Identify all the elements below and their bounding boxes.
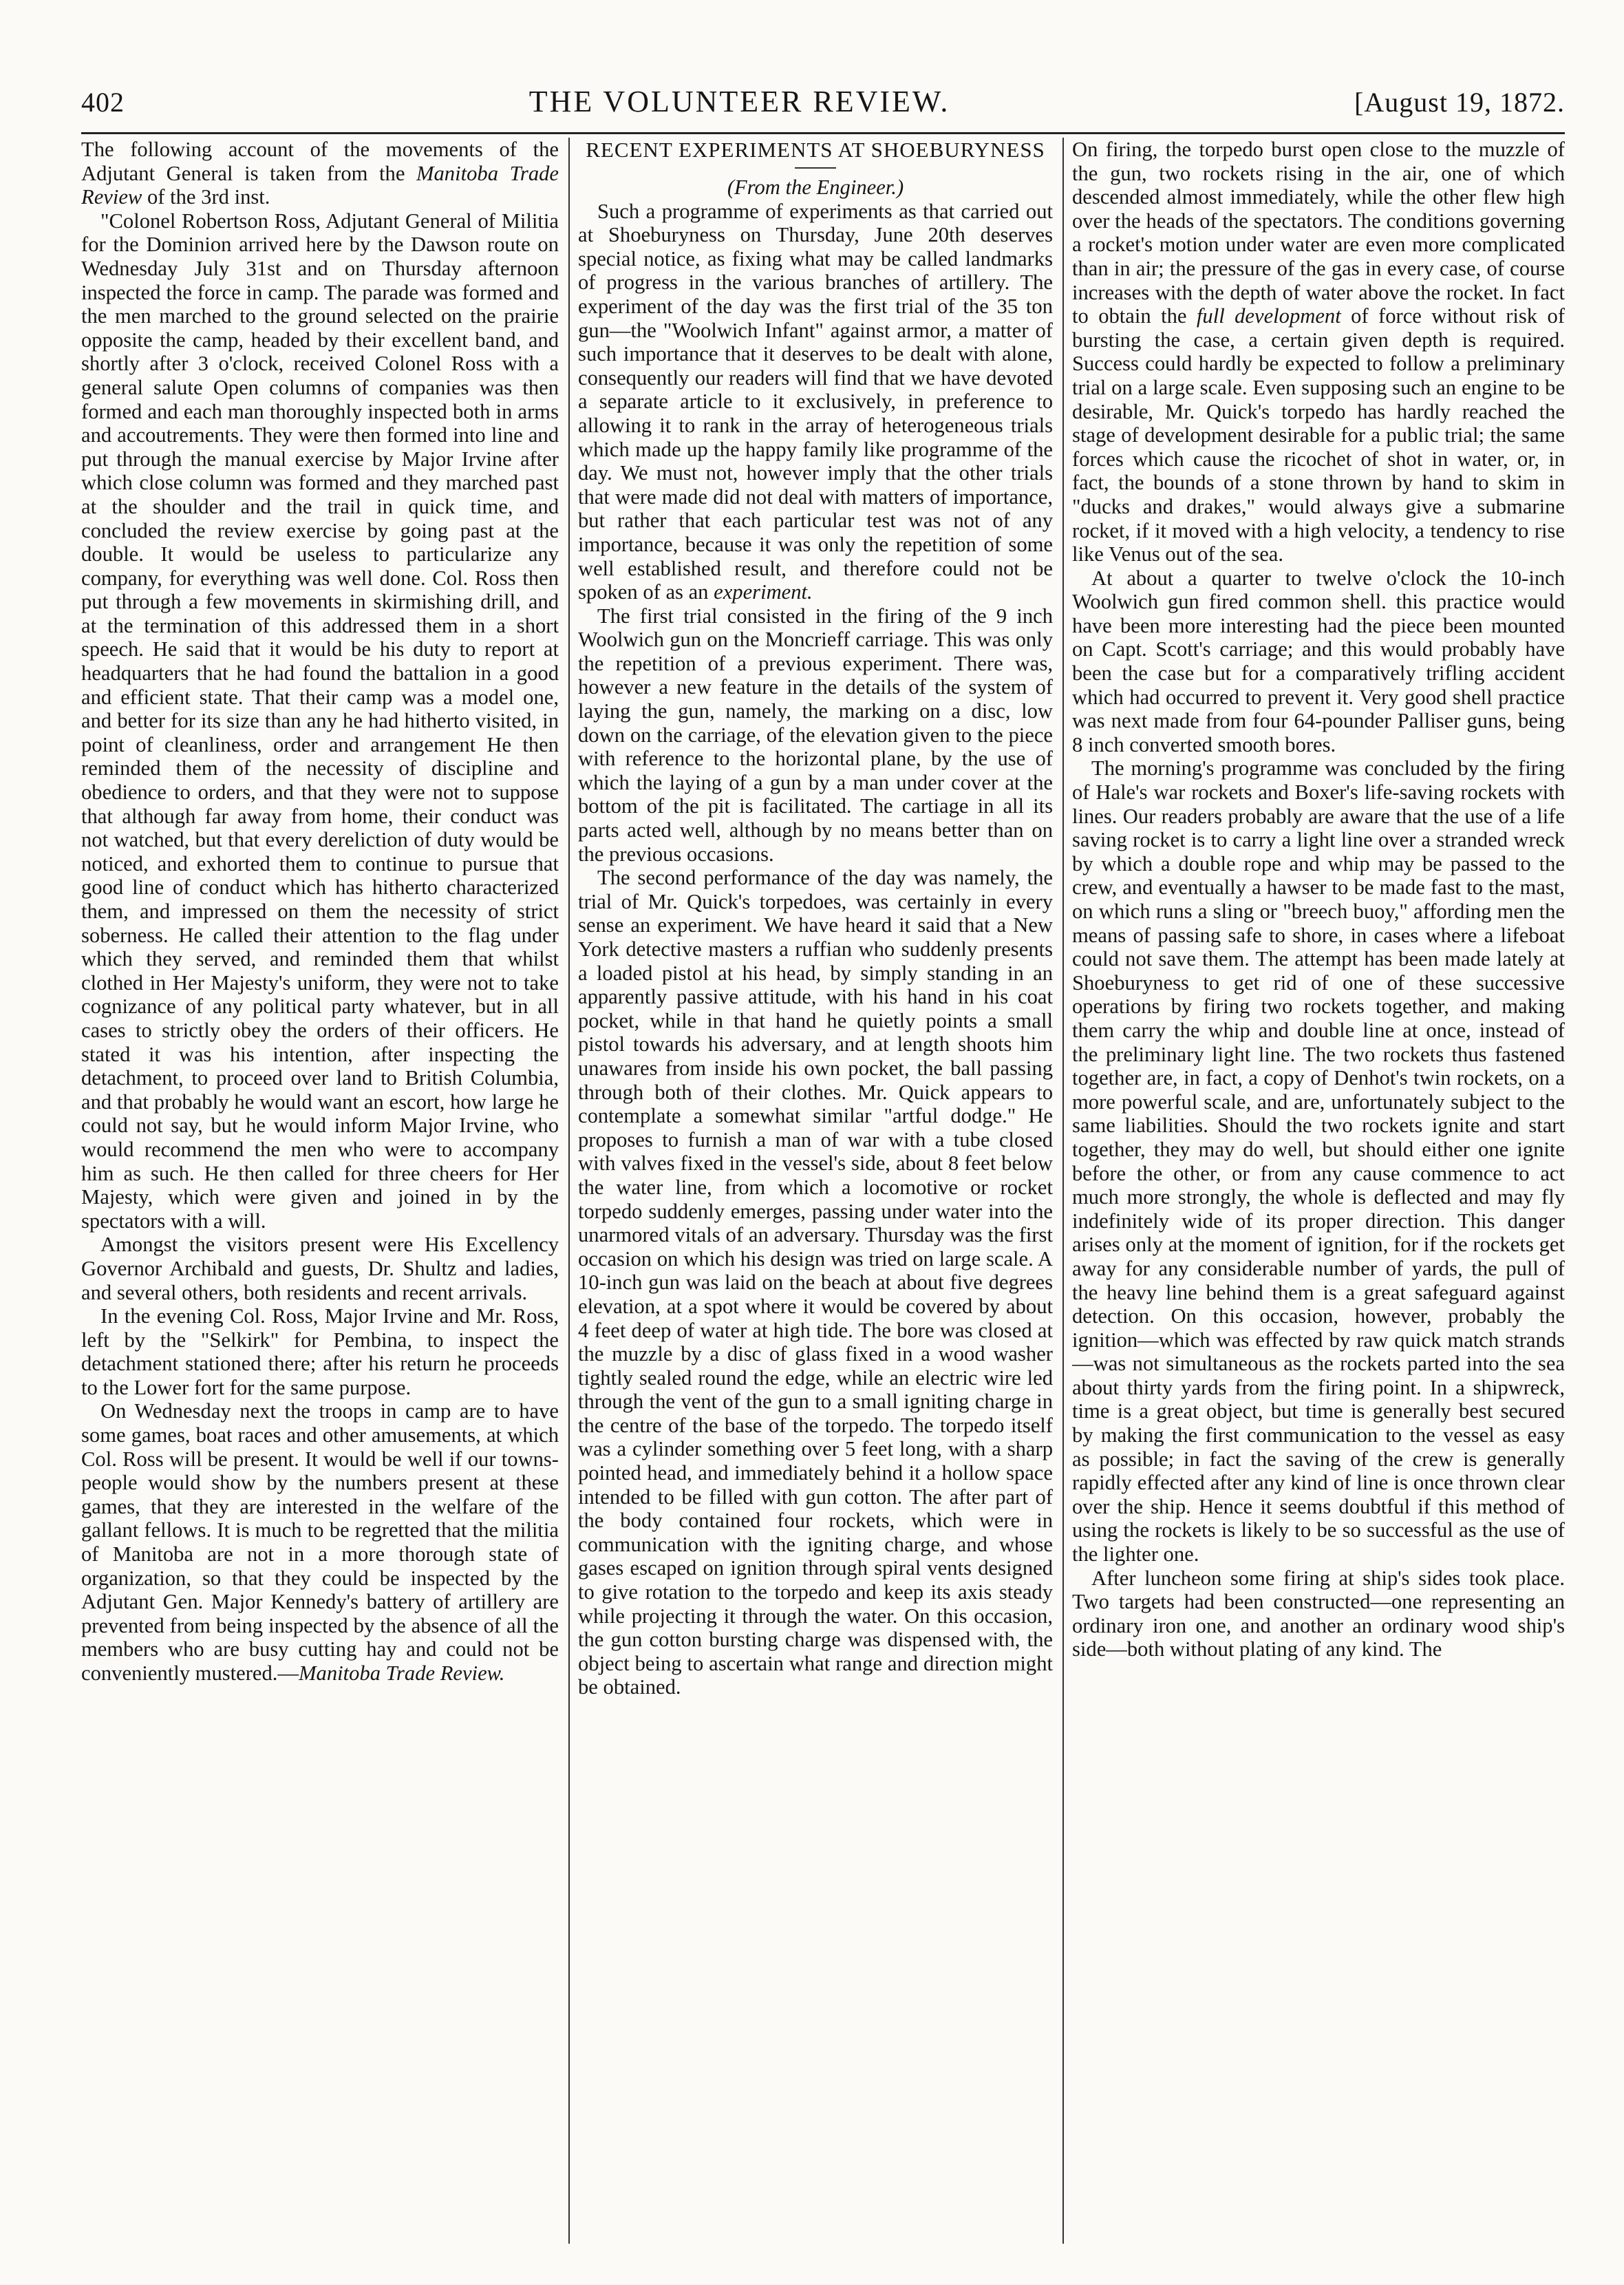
headline-rule	[795, 167, 836, 169]
column-middle	[578, 138, 1053, 2244]
column-right	[1072, 138, 1565, 2244]
column-left	[81, 138, 559, 2244]
article-paragraph: The morning's programme was concluded by the firing of Hale's war rockets and Boxer's life-saving rockets with lines. Our readers probably are aware that the use of a life saving rocket is to carry a light line over a stranded wreck by which a double rope and whip may be passed to the crew, and eventually a hawser to be made fast to the mast, on which runs a sling or "breech buoy," affording men the means of passing safe to shore, in cases where a lifeboat could not save them. The attempt has been made lately at Shoeburyness to get rid of one of these successive operations by firing two rockets together, and making them carry the whip and double line at once, instead of the preliminary light line. The two rockets thus fastened together are, in fact, a copy of Denhot's twin rockets, on a more powerful scale, and are, unfortunately subject to the same liabilities. Should the two rockets ignite and start together, they may do well, but should either one ignite before the other, or from any cause commence to act much more strongly, the whole is deflected and may fly indefinitely wide of its proper direction. This danger arises only at the moment of ignition, for if the rockets get away for any considerable number of yards, the pull of the heavy line behind them is a great safeguard against detection. On this occasion, however, probably the ignition—which was effected by raw quick match strands—was not simultaneous as the rockets parted into the sea about thirty yards from the firing point. In a shipwreck, time is a great object, but time is generally best secured by making the first communication to the vessel as easy as possible; in fact the saving of the crew is generally rapidly effected after any kind of line is once thrown clear over the ship. Hence it seems doubtful if this method of using the rockets is likely to be so successful as the use of the lighter one.	[1072, 756, 1565, 1566]
article-paragraph: The second performance of the day was namely, the trial of Mr. Quick's torpedoes, was certainly in every sense an experiment. We have heard it said that a New York detective masters a ruffian who suddenly presents a loaded pistol at his head, by simply standing in an apparently passive attitude, with his hand in his coat pocket, while in that hand he quietly points a small pistol towards his adversary, and at length shoots him unawares from inside his own pocket, the ball passing through both of their clothes. Mr. Quick appears to contemplate a somewhat similar "artful dodge." He proposes to furnish a man of war with a tube closed with valves fixed in the vessel's side, about 8 feet below the water line, from which a locomotive or rocket torpedo suddenly emerges, passing under water into the unarmored vitals of an adversary. Thursday was the first occasion on which his design was tried on large scale. A 10-inch gun was laid on the beach at about five degrees elevation, at a spot where it would be covered by about 4 feet deep of water at high tide. The bore was closed at the muzzle by a disc of glass fixed in a wood washer tightly sealed round the edge, while an electric wire led through the vent of the gun to a small igniting charge in the centre of the base of the torpedo. The torpedo itself was a cylinder something over 5 feet long, with a sharp pointed head, and immediately behind it a hollow space intended to be filled with gun cotton. The after part of the body contained four rockets, which were in communication with the igniting charge, and whose gases escaped on ignition through spiral vents designed to give rotation to the torpedo and keep its axis steady while projecting it through the water. On this occasion, the gun cotton bursting charge was dispensed with, the object being to ascertain what range and direction might be obtained.	[578, 866, 1053, 1699]
article-headline: RECENT EXPERIMENTS AT SHOEBURYNESS	[586, 138, 1045, 162]
article-paragraph: On firing, the torpedo burst open close to the muzzle of the gun, two rockets rising in the air, one of which descended almost immediately, while the other flew high over the heads of the spectators. The conditions governing a rocket's motion under water are even more complicated than in air; the pressure of the gas in every case, of course increases with the depth of water above the rocket. In fact to obtain the full development of force without risk of bursting the case, a certain given depth is required. Success could hardly be expected to follow a preliminary trial on a large scale. Even supposing such an engine to be desirable, Mr. Quick's torpedo has hardly reached the stage of development desirable for a public trial; the same forces which cause the ricochet of shot in water, or, in fact, the bounds of a stone thrown by hand to skim in "ducks and drakes," would always give a submarine rocket, if it moved with a high velocity, a tendency to rise like Venus out of the sea.	[1072, 138, 1565, 566]
issue-date: [August 19, 1872.	[1354, 87, 1565, 118]
article-paragraph: "Colonel Robertson Ross, Adjutant General of Militia for the Dominion arrived here by the Dawson route on Wednesday July 31st and on Thursday afternoon inspected the force in camp. The parade was formed and the men marched to the ground selected on the prairie opposite the camp, headed by their excellent band, and shortly after 3 o'clock, received Colonel Ross with a general salute Open columns of companies was then formed and each man thoroughly inspected both in arms and accoutrements. They were then formed into line and put through the manual exercise by Major Irvine after which close column was formed and they marched past at the shoulder and the trail in quick time, and concluded the review exercise by going past at the double. It would be useless to particularize any company, for everything was well done. Col. Ross then put through a few movements in skirmishing drill, and at the termination of this addressed them in a short speech. He said that it would be his duty to report at headquarters that he had found the battalion in a good and efficient state. That their camp was a model one, and better for its size than any he had hitherto visited, in point of cleanliness, order and arrangement He then reminded them of the necessity of discipline and obedience to orders, and that they were not to suppose that although far away from home, their conduct was not watched, but that every dereliction of duty would be noticed, and exhorted them to continue to pursue that good line of conduct which has hitherto characterized them, and impressed on them the necessity of strict soberness. He called their attention to the flag under which they served, and reminded them that whilst clothed in Her Majesty's uniform, they were not to take cognizance of any political party whatever, but in all cases to strictly obey the orders of their officers. He stated it was his intention, after inspecting the detachment, to proceed over land to British Columbia, and that probably he would want an escort, how large he could not say, but he would inform Major Irvine, who would recommend the men who were to accompany him as such. He then called for three cheers for Her Majesty, which were given and joined in by the spectators with a will.	[81, 209, 559, 1233]
article-paragraph: Such a programme of experiments as that carried out at Shoeburyness on Thursday, June 20th deserves special notice, as fixing what may be called landmarks of progress in the various branches of artillery. The experiment of the day was the first trial of the 35 ton gun—the "Woolwich Infant" against armor, a matter of such importance that it deserves to be dealt with alone, consequently our readers will find that we have devoted a separate article to it exclusively, in preference to allowing it to rank in the array of heterogeneous trials which made up the happy family like programme of the day. We must not, however imply that the other trials that were made did not deal with matters of importance, but rather that each particular test was not of any importance, because it was only the repetition of some well established result, and therefore could not be spoken of as an experiment.	[578, 199, 1053, 604]
publication-title: THE VOLUNTEER REVIEW.	[528, 85, 950, 118]
article-paragraph: In the evening Col. Ross, Major Irvine and Mr. Ross, left by the "Selkirk" for Pembina, to inspect the detachment stationed there; after his return he proceeds to the Lower fort for the same purpose.	[81, 1304, 559, 1399]
running-head	[81, 84, 1565, 127]
header-rule	[81, 132, 1565, 134]
column-divider	[1062, 138, 1064, 2244]
article-paragraph: At about a quarter to twelve o'clock the 10-inch Woolwich gun fired common shell. this practice would have been more interesting had the piece been mounted on Capt. Scott's carriage; and this would probably have been the case but for a comparatively trifling accident which had occurred to prevent it. Very good shell practice was next made from four 64-pounder Palliser guns, being 8 inch converted smooth bores.	[1072, 566, 1565, 756]
source-credit: (From the Engineer.)	[727, 176, 904, 199]
article-paragraph: On Wednesday next the troops in camp are to have some games, boat races and other amusements, at which Col. Ross will be present. It would be well if our towns-people would show by the numbers present at these games, that they are interested in the welfare of the gallant fellows. It is much to be regretted that the militia of Manitoba are not in a more thorough state of organization, so that they could be inspected by the Adjutant Gen. Major Kennedy's battery of artillery are prevented from being inspected by the absence of all the members who are busy cutting hay and could not be conveniently mustered.—Manitoba Trade Review.	[81, 1399, 559, 1685]
article-paragraph: Amongst the visitors present were His Excellency Governor Archibald and guests, Dr. Shultz and ladies, and several others, both residents and recent arrivals.	[81, 1233, 559, 1304]
page-number: 402	[81, 87, 125, 118]
article-paragraph: After luncheon some firing at ship's sides took place. Two targets had been constructed—one representing an ordinary iron one, and another an ordinary wood ship's side—both without plating of any kind. The	[1072, 1566, 1565, 1661]
article-paragraph: The first trial consisted in the firing of the 9 inch Woolwich gun on the Moncrieff carriage. This was only the repetition of a previous experiment. There was, however a new feature in the details of the system of laying the gun, namely, the marking on a disc, low down on the carriage, of the elevation given to the piece with reference to the horizontal plane, by the use of which the laying of a gun by a man under cover at the bottom of the pit is facilitated. The cartiage in all its parts acted well, although by no means better than on the previous occasions.	[578, 604, 1053, 866]
intro-paragraph: The following account of the movements of the Adjutant General is taken from the Manitoba Trade Review of the 3rd inst.	[81, 138, 559, 209]
column-divider	[568, 138, 570, 2244]
